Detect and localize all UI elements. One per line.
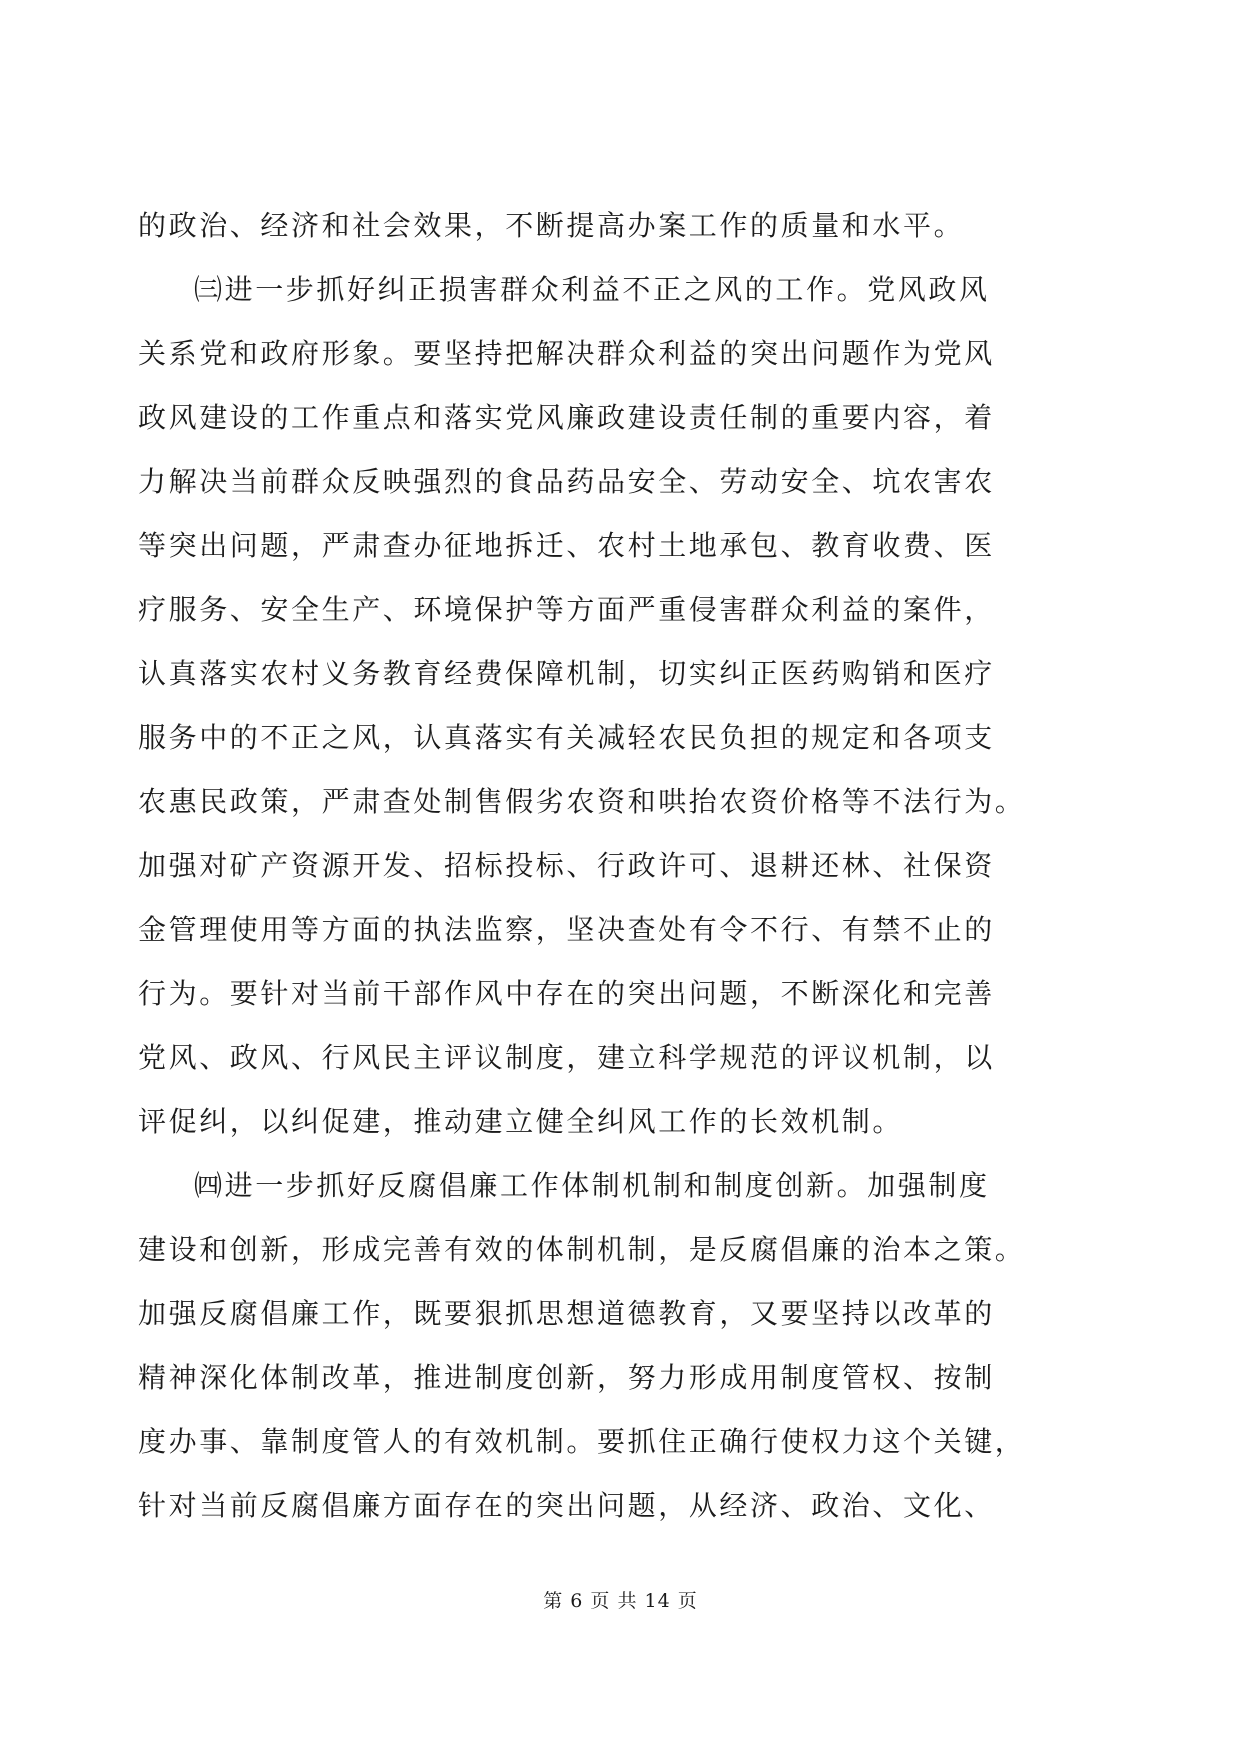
text-line-1: 的政治、经济和社会效果，不断提高办案工作的质量和水平。 — [138, 209, 965, 242]
text-line-10: 农惠民政策，严肃查处制售假劣农资和哄抬农资价格等不法行为。 — [138, 785, 1026, 818]
page-footer — [0, 1588, 1241, 1614]
text-line-18: 加强反腐倡廉工作，既要狠抓思想道德教育，又要坚持以改革的 — [138, 1297, 995, 1330]
text-line-15: 评促纠，以纠促建，推动建立健全纠风工作的长效机制。 — [138, 1105, 904, 1138]
text-line-13: 行为。要针对当前干部作风中存在的突出问题，不断深化和完善 — [138, 977, 995, 1010]
text-line-12: 金管理使用等方面的执法监察，坚决查处有令不行、有禁不止的 — [138, 913, 995, 946]
text-line-5: 力解决当前群众反映强烈的食品药品安全、劳动安全、坑农害农 — [138, 465, 995, 498]
text-line-17: 建设和创新，形成完善有效的体制机制，是反腐倡廉的治本之策。 — [138, 1233, 1026, 1266]
text-line-20: 度办事、靠制度管人的有效机制。要抓住正确行使权力这个关键， — [138, 1425, 1026, 1458]
text-line-21: 针对当前反腐倡廉方面存在的突出问题，从经济、政治、文化、 — [138, 1489, 995, 1522]
text-line-16: ㈣进一步抓好反腐倡廉工作体制机制和制度创新。加强制度 — [194, 1169, 990, 1202]
text-line-2: ㈢进一步抓好纠正损害群众利益不正之风的工作。党风政风 — [194, 273, 990, 306]
text-line-6: 等突出问题，严肃查办征地拆迁、农村土地承包、教育收费、医 — [138, 529, 995, 562]
text-line-3: 关系党和政府形象。要坚持把解决群众利益的突出问题作为党风 — [138, 337, 995, 370]
text-line-4: 政风建设的工作重点和落实党风廉政建设责任制的重要内容，着 — [138, 401, 995, 434]
text-line-7: 疗服务、安全生产、环境保护等方面严重侵害群众利益的案件， — [138, 593, 995, 626]
text-line-14: 党风、政风、行风民主评议制度，建立科学规范的评议机制，以 — [138, 1041, 995, 1074]
text-line-19: 精神深化体制改革，推进制度创新，努力形成用制度管权、按制 — [138, 1361, 995, 1394]
text-line-9: 服务中的不正之风，认真落实有关减轻农民负担的规定和各项支 — [138, 721, 995, 754]
body-text — [138, 194, 1098, 1538]
text-line-11: 加强对矿产资源开发、招标投标、行政许可、退耕还林、社保资 — [138, 849, 995, 882]
page-number-label: 第 6 页 共 14 页 — [543, 1590, 698, 1612]
text-line-8: 认真落实农村义务教育经费保障机制，切实纠正医药购销和医疗 — [138, 657, 995, 690]
